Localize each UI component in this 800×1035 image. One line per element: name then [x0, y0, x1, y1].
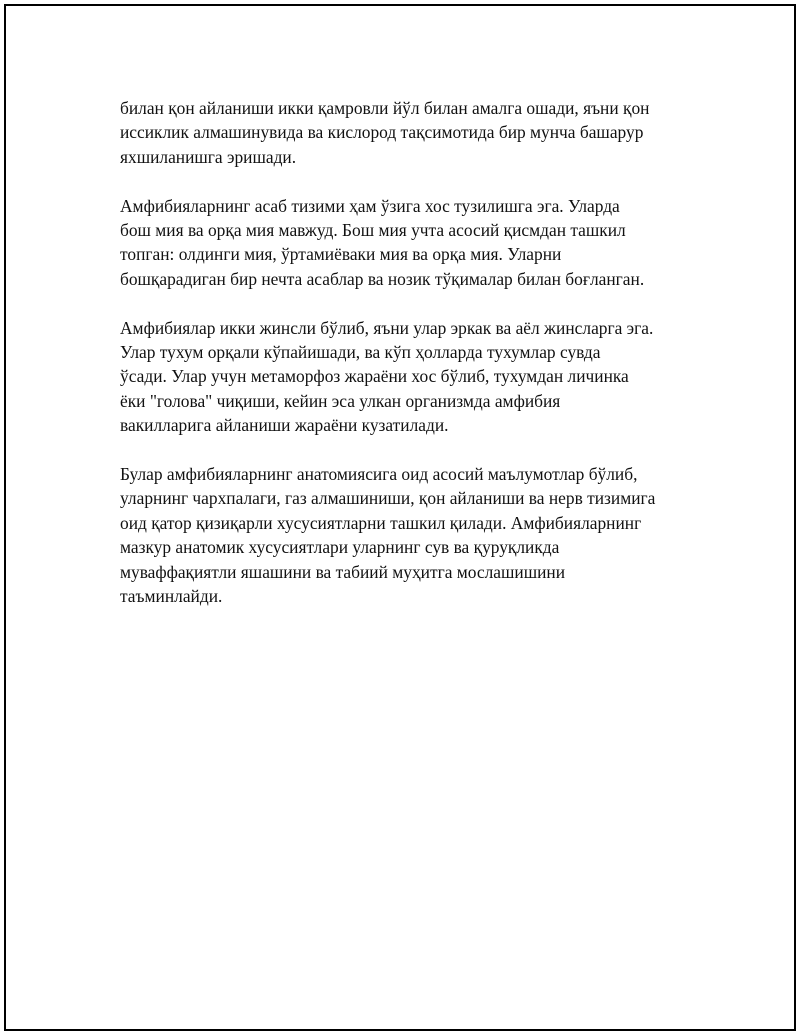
paragraph-3 [120, 316, 700, 438]
text-line: яхшиланишга эришади. [120, 146, 297, 167]
document-body [120, 96, 700, 633]
text-line: билан қон айланиши икки қамровли йўл билан амалга ошади, яъни қон [120, 98, 650, 118]
text-line: топган: олдинги мия, ўртамиёваки мия ва орқа мия. Уларни [120, 244, 562, 265]
text-line: уларнинг чархпалаги, газ алмашиниши, қон айланиши ва нерв тизимига [120, 488, 656, 509]
text-line: муваффақиятли яшашини ва табиий муҳитга мослашишини [120, 561, 566, 582]
paragraph-1 [120, 96, 700, 169]
text-line: оид қатор қизиқарли хусусиятларни ташкил қилади. Амфибияларнинг [120, 512, 642, 533]
text-line: Амфибиялар икки жинсли бўлиб, яъни улар эркак ва аёл жинсларга эга. [120, 317, 654, 338]
text-line: Амфибияларнинг асаб тизими ҳам ўзига хос тузилишга эга. Уларда [120, 195, 620, 216]
text-line: ёки "голова" чиқиши, кейин эса улкан организмда амфибия [120, 390, 561, 411]
text-line: иссиклик алмашинувида ва кислород тақсимотида бир мунча башарур [120, 122, 644, 143]
text-line: вакилларига айланиши жараёни кузатилади. [120, 415, 449, 436]
text-line: Улар тухум орқали кўпайишади, ва кўп ҳолларда тухумлар сувда [120, 342, 601, 363]
text-line: бош мия ва орқа мия мавжуд. Бош мия учта асосий қисмдан ташкил [120, 220, 626, 241]
document-page [4, 4, 796, 1031]
text-line: мазкур анатомик хусусиятлари уларнинг сув ва қуруқликда [120, 537, 560, 558]
text-line: Булар амфибияларнинг анатомиясига оид асосий маълумотлар бўлиб, [120, 464, 638, 485]
text-line: ўсади. Улар учун метаморфоз жараёни хос бўлиб, тухумдан личинка [120, 366, 629, 387]
paragraph-4 [120, 462, 700, 608]
text-line: таъминлайди. [120, 586, 223, 607]
text-line: бошқарадиган бир нечта асаблар ва нозик тўқималар билан боғланган. [120, 268, 645, 289]
paragraph-2 [120, 194, 700, 292]
